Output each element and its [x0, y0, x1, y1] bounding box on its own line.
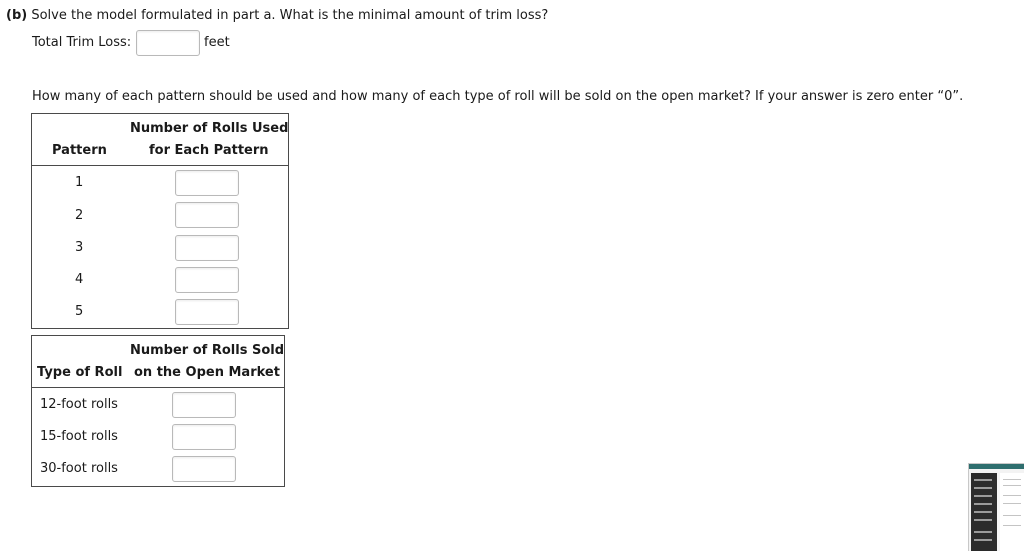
total-trim-loss-input[interactable]	[136, 30, 200, 56]
pattern-3-rolls-input[interactable]	[175, 235, 239, 261]
rolls-used-header-line2: for Each Pattern	[149, 143, 269, 158]
pattern-4-rolls-input[interactable]	[175, 267, 239, 293]
thumbnail-header-bar	[969, 464, 1024, 469]
trim-loss-unit: feet	[204, 35, 230, 50]
instruction-text: How many of each pattern should be used and how many of each type of roll will be sold on the open market? If your answer is zero enter “0”.	[32, 89, 964, 104]
roll-15-sold-input[interactable]	[172, 424, 236, 450]
header-divider	[32, 165, 288, 166]
total-trim-loss-label: Total Trim Loss:	[32, 35, 132, 50]
thumbnail-sidebar	[971, 473, 997, 551]
roll-12-label: 12-foot rolls	[40, 397, 118, 412]
roll-30-label: 30-foot rolls	[40, 461, 118, 476]
thumbnail-content	[1000, 473, 1024, 551]
roll-15-label: 15-foot rolls	[40, 429, 118, 444]
roll-12-sold-input[interactable]	[172, 392, 236, 418]
patterns-table	[31, 113, 289, 329]
part-b-label: (b)	[6, 8, 28, 23]
rolls-sold-header-line1: Number of Rolls Sold	[130, 343, 285, 358]
pattern-1-label: 1	[75, 175, 84, 190]
roll-30-sold-input[interactable]	[172, 456, 236, 482]
pattern-5-label: 5	[75, 304, 84, 319]
pattern-2-rolls-input[interactable]	[175, 202, 239, 228]
rolls-sold-header-line2: on the Open Market	[134, 365, 280, 380]
header-divider	[32, 387, 284, 388]
pattern-1-rolls-input[interactable]	[175, 170, 239, 196]
rolls-sold-table	[31, 335, 285, 487]
pattern-4-label: 4	[75, 272, 84, 287]
rolls-used-header-line1: Number of Rolls Used	[130, 121, 289, 136]
part-b-question-text: Solve the model formulated in part a. What is the minimal amount of trim loss?	[31, 8, 549, 23]
part-b-question	[6, 8, 548, 23]
pattern-column-header: Pattern	[52, 143, 107, 158]
pattern-3-label: 3	[75, 240, 84, 255]
pattern-5-rolls-input[interactable]	[175, 299, 239, 325]
pattern-2-label: 2	[75, 208, 84, 223]
page-thumbnail[interactable]	[968, 463, 1024, 551]
roll-type-column-header: Type of Roll	[37, 365, 123, 380]
